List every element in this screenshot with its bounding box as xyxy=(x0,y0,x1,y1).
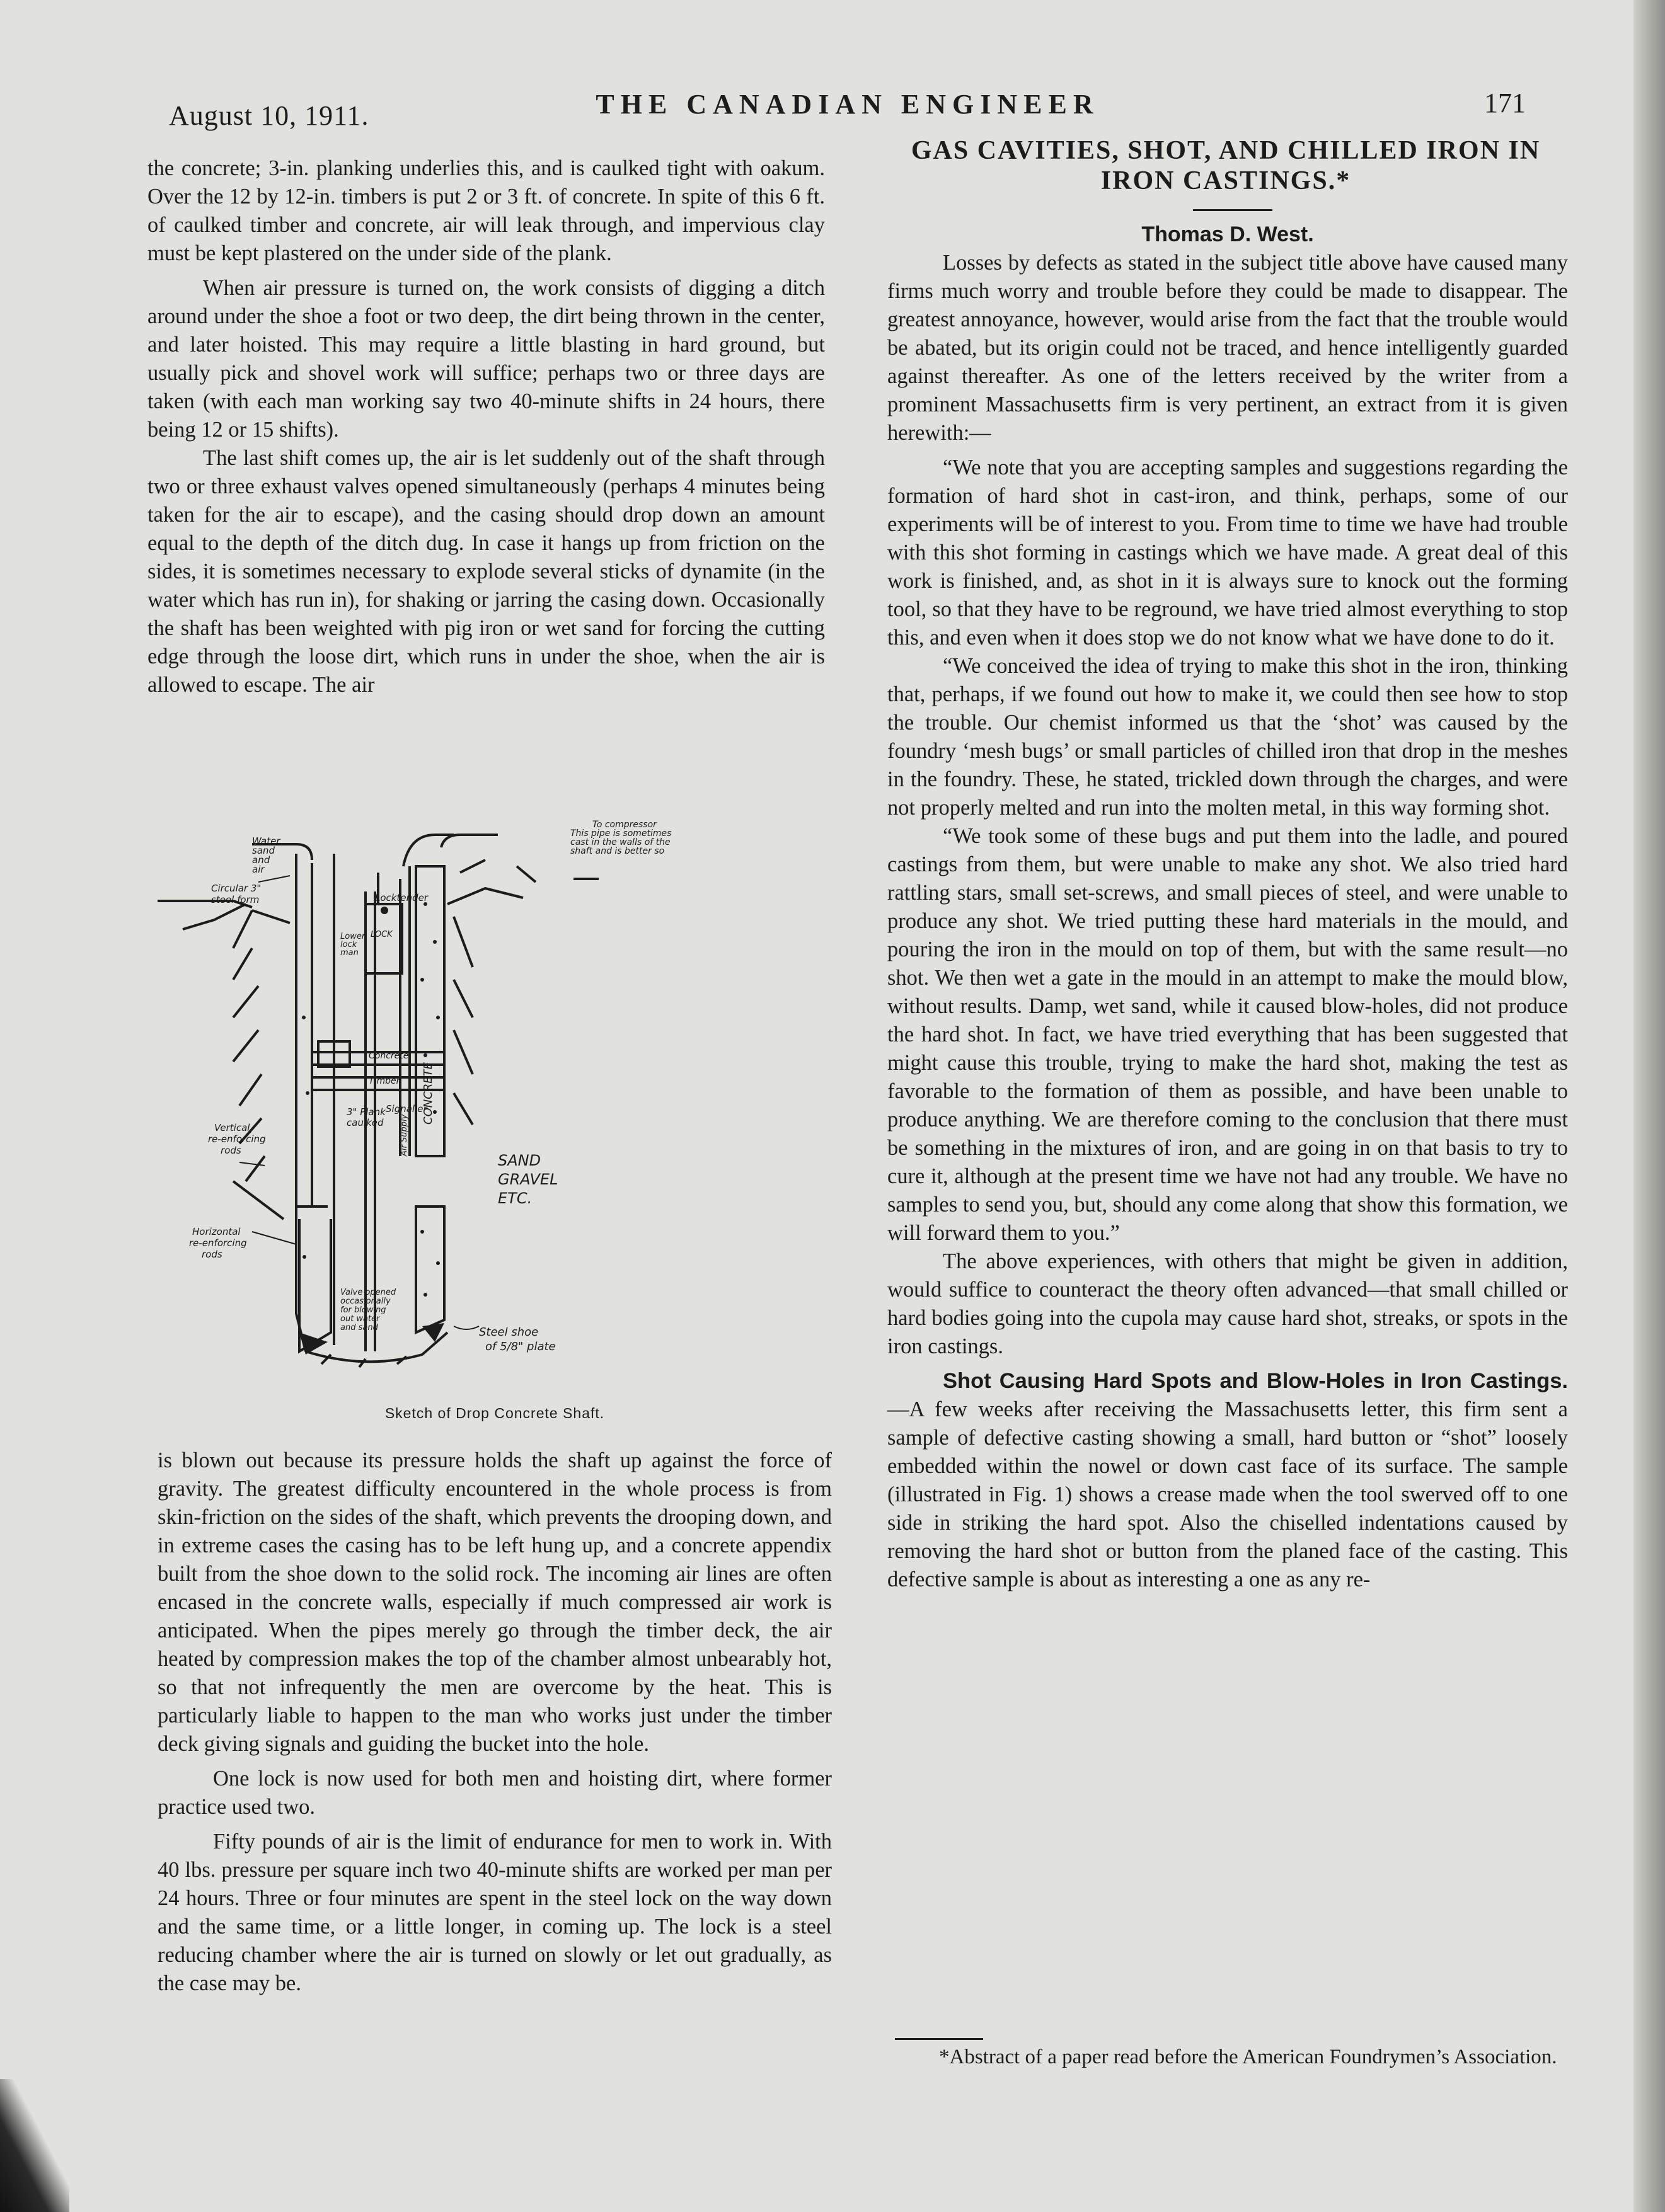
svg-text:Air Supply: Air Supply xyxy=(400,1114,409,1156)
svg-text:and sand: and sand xyxy=(340,1323,378,1332)
svg-text:CONCRETE: CONCRETE xyxy=(422,1062,435,1125)
left-column-top xyxy=(147,154,825,699)
svg-text:Horizontal: Horizontal xyxy=(192,1226,241,1237)
running-head xyxy=(0,88,1665,131)
svg-text:SAND: SAND xyxy=(498,1152,541,1169)
svg-text:Circular 3": Circular 3" xyxy=(211,883,262,894)
svg-text:LOCK: LOCK xyxy=(371,930,393,939)
title-rule xyxy=(1193,209,1272,211)
right-column xyxy=(887,249,1568,1594)
paragraph: When air pressure is turned on, the work consists of digging a ditch around under the shoe a foot or two deep, the dirt being thrown in the center, and later hoisted. This may require a little blasting in hard ground, but usually pick and shovel work will suffice; perhaps two or three days are taken (with each man working say two 40-minute shifts in 24 hours, there being 12 or 15 shifts). xyxy=(147,276,825,442)
journal-title: THE CANADIAN ENGINEER xyxy=(596,89,1100,120)
left-column-bottom xyxy=(158,1447,832,1998)
svg-text:rods: rods xyxy=(221,1145,241,1156)
svg-text:man: man xyxy=(340,948,359,958)
svg-text:Water: Water xyxy=(252,835,280,847)
svg-text:Vertical: Vertical xyxy=(214,1122,250,1133)
page-number: 171 xyxy=(1484,88,1526,118)
issue-date: August 10, 1911. xyxy=(169,100,369,131)
svg-text:of 5/8" plate: of 5/8" plate xyxy=(485,1340,556,1353)
svg-text:out water: out water xyxy=(340,1314,380,1324)
paragraph: is blown out because its pressure holds the shaft up against the force of gravity. The greatest difficulty encountered in the whole process is from skin-friction on the sides of the shaft, which prevents the drooping down, and in extreme cases the casing has to be left hung up, and a concrete appendix built from the shoe down to the solid rock. The incoming air lines are often encased in the concrete walls, especially if much compressed air work is anticipated. When the pipes merely go through the timber deck, the air heated by compression makes the top of the chamber almost unbearably hot, so that not infrequently the men are overcome by the heat. This is particularly liable to happen to the man who works just under the timber deck giving signals and guiding the bucket into the hole. xyxy=(158,1448,832,1756)
svg-text:GRAVEL: GRAVEL xyxy=(498,1171,558,1188)
scan-corner-shadow xyxy=(0,2079,69,2212)
svg-text:for blowing: for blowing xyxy=(340,1305,386,1315)
quoted-paragraph: “We note that you are accepting samples and suggestions regarding the formation of hard shot in cast-iron, and think, perhaps, some of our experiments will be of interest to you. From time to time we have had trouble with this shot forming in castings which we have made. A great deal of this work is finished, and, as shot in it is always sure to knock out the forming tool, so that they have to be reground, we have tried almost everything to stop this, and even when it does stop we do not know what we have done to do it. xyxy=(887,456,1568,650)
article-title: GAS CAVITIES, SHOT, AND CHILLED IRON IN IRON CASTINGS.* xyxy=(911,136,1541,195)
svg-text:Valve opened: Valve opened xyxy=(340,1288,396,1297)
svg-text:re-enforcing: re-enforcing xyxy=(189,1237,247,1249)
svg-text:Timber: Timber xyxy=(369,1076,400,1086)
subhead-paragraph xyxy=(887,1367,1568,1594)
section-subhead: Shot Causing Hard Spots and Blow-Holes in Iron Castings. xyxy=(943,1369,1568,1393)
svg-text:re-enforcing: re-enforcing xyxy=(208,1133,266,1145)
svg-text:shaft and is better so: shaft and is better so xyxy=(570,846,665,856)
paragraph: One lock is now used for both men and hoisting dirt, where former practice used two. xyxy=(158,1767,832,1819)
paragraph: The above experiences, with others that might be given in addition, would suffice to counteract the theory often advanced—that small chilled or hard bodies going into the cupola may cause hard shot, streaks, or spots in the iron castings. xyxy=(887,1249,1568,1358)
svg-text:Locktender: Locktender xyxy=(375,892,429,903)
paragraph: Losses by defects as stated in the subject title above have caused many firms much worry and trouble before they could be made to disappear. The greatest annoyance, however, would arise from the fact that the trouble would be abated, but its origin could not be traced, and hence intelligently guarded against thereafter. As one of the letters received by the writer from a prominent Massachusetts firm is very pertinent, an extract from it is given herewith:— xyxy=(887,251,1568,445)
footnote: *Abstract of a paper read before the American Foundrymen’s Association. xyxy=(939,2046,1557,2068)
svg-text:Steel shoe: Steel shoe xyxy=(479,1326,539,1339)
figure-caption: Sketch of Drop Concrete Shaft. xyxy=(384,1405,605,1421)
paragraph: Fifty pounds of air is the limit of endurance for men to work in. With 40 lbs. pressure per square inch two 40-minute shifts are worked per man per 24 hours. Three or four minutes are spent in the steel lock on the way down and the same time, or a little longer, in coming up. The lock is a steel reducing chamber where the air is turned on slowly or let out gradually, as the case may be. xyxy=(158,1830,832,1995)
svg-text:This pipe is sometimes: This pipe is sometimes xyxy=(570,828,672,839)
svg-text:rods: rods xyxy=(202,1249,222,1260)
svg-text:and: and xyxy=(252,854,270,866)
svg-text:Lower: Lower xyxy=(340,932,366,941)
paragraph: the concrete; 3-in. planking underlies this, and is caulked tight with oakum. Over the 12 by 12-in. timbers is put 2 or 3 ft. of concrete. In spite of this 6 ft. of caulked timber and concrete, air will leak through, and impervious clay must be kept plastered on the under side of the plank. xyxy=(147,156,825,265)
svg-text:air: air xyxy=(252,864,265,875)
footnote-rule xyxy=(895,2038,983,2040)
drop-concrete-shaft-sketch xyxy=(158,820,826,1395)
quoted-paragraph: “We took some of these bugs and put them into the ladle, and poured castings from them, but were unable to make any shot. We also tried hard rattling stars, small set-screws, and small pieces of steel, and were unable to produce any shot. We tried putting these hard materials in the mould, and pouring the iron in the mould on top of them, but with the same result—no shot. We then wet a gate in the mould in an attempt to make the mould blow, without results. Damp, wet sand, while it caused blow-holes, did not produce the hard shot. In fact, we have tried everything that has been suggested that might cause this trouble, trying to make the hard shot, making the test as favorable to the formation of them as possible, and have been unable to produce anything. We are therefore coming to the conclusion that there must be something in the mixtures of iron, and are going in on that basis to try to cure it, although at the present time we have not had any trouble. We have no samples to send you, but, should any come along that show this formation, we will forward them to you.” xyxy=(887,824,1568,1245)
quoted-paragraph: “We conceived the idea of trying to make this shot in the iron, thinking that, perhaps, if we found out how to make it, we could then see how to stop the trouble. Our chemist informed us that the ‘shot’ was caused by the foundry ‘mesh bugs’ or small particles of chilled iron that drop in the meshes in the foundry. These, he stated, trickled down through the charges, and were not properly melted and run into the molten metal, in this way forming shot. xyxy=(887,654,1568,820)
svg-text:sand: sand xyxy=(252,845,275,856)
svg-text:Concrete: Concrete xyxy=(369,1051,409,1061)
svg-text:3" Plank: 3" Plank xyxy=(347,1106,386,1118)
svg-text:ETC.: ETC. xyxy=(498,1189,533,1207)
svg-text:To compressor: To compressor xyxy=(592,820,657,830)
article-author: Thomas D. West. xyxy=(1141,222,1314,246)
binding-shadow xyxy=(1633,0,1665,2212)
svg-text:Signaller: Signaller xyxy=(386,1103,427,1115)
subhead-text: —A few weeks after receiving the Massachusetts letter, this firm sent a sample of defective casting showing a small, hard button or “shot” loosely embedded within the nowel or down cast face of its surface. The sample (illustrated in Fig. 1) shows a crease made when the tool swerved off to one side in striking the hard spot. Also the chiselled indentations caused by removing the hard shot or button from the planed face of the casting. This defective sample is about as interesting a one as any re- xyxy=(887,1397,1568,1591)
svg-text:cast in the walls of the: cast in the walls of the xyxy=(570,837,671,847)
paragraph: The last shift comes up, the air is let suddenly out of the shaft through two or three exhaust valves opened simultaneously (perhaps 4 minutes being taken for the air to escape), and the casing should drop down an amount equal to the depth of the ditch dug. In case it hangs up from friction on the sides, it is sometimes necessary to explode several sticks of dynamite (in the water which has run in), for shaking or jarring the casing down. Occasionally the shaft has been weighted with pig iron or wet sand for forcing the cutting edge through the loose dirt, which runs in under the shoe, when the air is allowed to escape. The air xyxy=(147,446,825,697)
svg-text:lock: lock xyxy=(340,940,357,949)
svg-text:steel form: steel form xyxy=(211,894,260,905)
svg-text:caulked: caulked xyxy=(347,1117,384,1128)
svg-text:occasionally: occasionally xyxy=(340,1297,391,1306)
